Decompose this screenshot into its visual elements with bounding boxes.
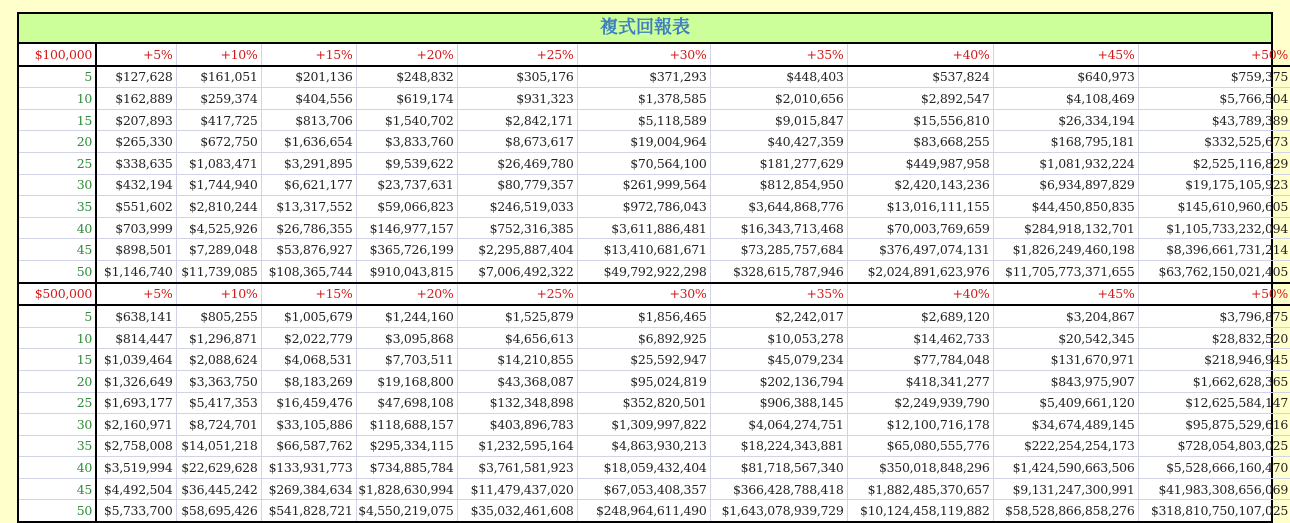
value-cell[interactable]: $8,183,269 bbox=[261, 370, 356, 392]
value-cell[interactable]: $537,824 bbox=[847, 66, 993, 88]
year-cell[interactable]: 45 bbox=[19, 478, 96, 500]
value-cell[interactable]: $168,795,181 bbox=[993, 131, 1138, 153]
value-cell[interactable]: $18,059,432,404 bbox=[577, 457, 710, 479]
value-cell[interactable]: $73,285,757,684 bbox=[710, 239, 847, 261]
value-cell[interactable]: $328,615,787,946 bbox=[710, 260, 847, 282]
value-cell[interactable]: $9,131,247,300,991 bbox=[993, 478, 1138, 500]
value-cell[interactable]: $432,194 bbox=[96, 174, 176, 196]
value-cell[interactable]: $4,108,469 bbox=[993, 88, 1138, 110]
value-cell[interactable]: $7,289,048 bbox=[176, 239, 261, 261]
value-cell[interactable]: $18,224,343,881 bbox=[710, 435, 847, 457]
value-cell[interactable]: $2,295,887,404 bbox=[457, 239, 577, 261]
value-cell[interactable]: $81,718,567,340 bbox=[710, 457, 847, 479]
value-cell[interactable]: $14,210,855 bbox=[457, 349, 577, 371]
value-cell[interactable]: $10,053,278 bbox=[710, 327, 847, 349]
value-cell[interactable]: $58,695,426 bbox=[176, 500, 261, 521]
value-cell[interactable]: $672,750 bbox=[176, 131, 261, 153]
value-cell[interactable]: $5,766,504 bbox=[1138, 88, 1290, 110]
value-cell[interactable]: $47,698,108 bbox=[356, 392, 457, 414]
value-cell[interactable]: $202,136,794 bbox=[710, 370, 847, 392]
value-cell[interactable]: $619,174 bbox=[356, 88, 457, 110]
year-cell[interactable]: 30 bbox=[19, 174, 96, 196]
year-cell[interactable]: 20 bbox=[19, 131, 96, 153]
value-cell[interactable]: $1,083,471 bbox=[176, 152, 261, 174]
value-cell[interactable]: $2,242,017 bbox=[710, 305, 847, 327]
value-cell[interactable]: $26,334,194 bbox=[993, 109, 1138, 131]
value-cell[interactable]: $295,334,115 bbox=[356, 435, 457, 457]
value-cell[interactable]: $3,363,750 bbox=[176, 370, 261, 392]
year-cell[interactable]: 25 bbox=[19, 152, 96, 174]
rate-header-cell[interactable]: +30% bbox=[577, 283, 710, 306]
sheet-title: 複式回報表 bbox=[19, 14, 1271, 44]
value-cell[interactable]: $222,254,254,173 bbox=[993, 435, 1138, 457]
table-row bbox=[19, 414, 1290, 436]
value-cell[interactable]: $3,644,868,776 bbox=[710, 196, 847, 218]
value-cell[interactable]: $3,796,875 bbox=[1138, 305, 1290, 327]
table-row bbox=[19, 305, 1290, 327]
value-cell[interactable]: $25,592,947 bbox=[577, 349, 710, 371]
table-row bbox=[19, 349, 1290, 371]
value-cell[interactable]: $80,779,357 bbox=[457, 174, 577, 196]
value-cell[interactable]: $8,673,617 bbox=[457, 131, 577, 153]
value-cell[interactable]: $814,447 bbox=[96, 327, 176, 349]
value-cell[interactable]: $36,445,242 bbox=[176, 478, 261, 500]
table-row bbox=[19, 260, 1290, 282]
value-cell[interactable]: $1,309,997,822 bbox=[577, 414, 710, 436]
value-cell[interactable]: $11,479,437,020 bbox=[457, 478, 577, 500]
value-cell[interactable]: $404,556 bbox=[261, 88, 356, 110]
value-cell[interactable]: $1,828,630,994 bbox=[356, 478, 457, 500]
rate-header-cell[interactable]: +15% bbox=[261, 283, 356, 306]
value-cell[interactable]: $28,832,520 bbox=[1138, 327, 1290, 349]
value-cell[interactable]: $248,832 bbox=[356, 66, 457, 88]
value-cell[interactable]: $70,564,100 bbox=[577, 152, 710, 174]
value-cell[interactable]: $3,204,867 bbox=[993, 305, 1138, 327]
table-row bbox=[19, 327, 1290, 349]
value-cell[interactable]: $2,525,116,829 bbox=[1138, 152, 1290, 174]
table-row bbox=[19, 457, 1290, 479]
value-cell[interactable]: $418,341,277 bbox=[847, 370, 993, 392]
rate-header-cell[interactable]: +45% bbox=[993, 44, 1138, 66]
rate-header-row bbox=[19, 44, 1290, 66]
value-cell[interactable]: $4,656,613 bbox=[457, 327, 577, 349]
value-cell[interactable]: $1,882,485,370,657 bbox=[847, 478, 993, 500]
value-cell[interactable]: $35,032,461,608 bbox=[457, 500, 577, 521]
value-cell[interactable]: $318,810,750,107,025 bbox=[1150, 503, 1288, 519]
value-cell[interactable]: $13,410,681,671 bbox=[577, 239, 710, 261]
year-cell[interactable]: 20 bbox=[19, 370, 96, 392]
value-cell[interactable]: $2,758,008 bbox=[96, 435, 176, 457]
value-cell[interactable]: $33,105,886 bbox=[261, 414, 356, 436]
table-row bbox=[19, 109, 1290, 131]
year-cell[interactable]: 10 bbox=[19, 327, 96, 349]
value-cell[interactable]: $181,277,629 bbox=[710, 152, 847, 174]
value-cell[interactable]: $3,833,760 bbox=[356, 131, 457, 153]
value-cell[interactable]: $201,136 bbox=[261, 66, 356, 88]
table-row bbox=[19, 196, 1290, 218]
value-cell[interactable]: $95,024,819 bbox=[577, 370, 710, 392]
value-cell[interactable]: $1,643,078,939,729 bbox=[710, 500, 847, 521]
value-cell[interactable]: $448,403 bbox=[710, 66, 847, 88]
table-row bbox=[19, 217, 1290, 239]
rate-header-cell[interactable]: +10% bbox=[176, 44, 261, 66]
value-cell[interactable]: $1,232,595,164 bbox=[457, 435, 577, 457]
value-cell[interactable]: $77,784,048 bbox=[847, 349, 993, 371]
value-cell[interactable]: $8,724,701 bbox=[176, 414, 261, 436]
value-cell[interactable]: $2,810,244 bbox=[176, 196, 261, 218]
value-cell[interactable]: $1,039,464 bbox=[96, 349, 176, 371]
year-cell[interactable]: 30 bbox=[19, 414, 96, 436]
value-cell[interactable]: $16,343,713,468 bbox=[710, 217, 847, 239]
value-cell[interactable]: $812,854,950 bbox=[710, 174, 847, 196]
value-cell[interactable]: $45,079,234 bbox=[710, 349, 847, 371]
rate-header-cell[interactable]: +45% bbox=[993, 283, 1138, 306]
value-cell[interactable]: $63,762,150,021,405 bbox=[1138, 260, 1290, 282]
value-cell[interactable]: $70,003,769,659 bbox=[847, 217, 993, 239]
year-cell[interactable]: 45 bbox=[19, 239, 96, 261]
rate-header-cell[interactable]: +20% bbox=[356, 283, 457, 306]
value-cell[interactable]: $3,519,994 bbox=[96, 457, 176, 479]
value-cell[interactable]: $4,525,926 bbox=[176, 217, 261, 239]
value-cell[interactable]: $133,931,773 bbox=[261, 457, 356, 479]
value-cell[interactable]: $13,317,552 bbox=[261, 196, 356, 218]
value-cell[interactable]: $638,141 bbox=[96, 305, 176, 327]
value-cell[interactable]: $931,323 bbox=[457, 88, 577, 110]
year-cell[interactable]: 35 bbox=[19, 196, 96, 218]
value-cell[interactable]: $58,528,866,858,276 bbox=[993, 500, 1138, 521]
principal-cell[interactable]: $100,000 bbox=[19, 44, 96, 66]
rate-header-cell[interactable]: +50% bbox=[1138, 44, 1290, 66]
value-cell[interactable]: $805,255 bbox=[176, 305, 261, 327]
value-cell[interactable]: $19,168,800 bbox=[356, 370, 457, 392]
value-cell[interactable]: $2,088,624 bbox=[176, 349, 261, 371]
value-cell[interactable]: $972,786,043 bbox=[577, 196, 710, 218]
value-cell[interactable]: $2,842,171 bbox=[457, 109, 577, 131]
value-cell[interactable]: $131,670,971 bbox=[993, 349, 1138, 371]
value-cell[interactable]: $23,737,631 bbox=[356, 174, 457, 196]
value-cell[interactable]: $6,621,177 bbox=[261, 174, 356, 196]
table-row bbox=[19, 435, 1290, 457]
value-cell[interactable]: $1,005,679 bbox=[261, 305, 356, 327]
value-cell[interactable]: $1,856,465 bbox=[577, 305, 710, 327]
value-cell[interactable]: $365,726,199 bbox=[356, 239, 457, 261]
value-cell[interactable]: $2,892,547 bbox=[847, 88, 993, 110]
value-cell[interactable]: $265,330 bbox=[96, 131, 176, 153]
value-cell[interactable]: $1,662,628,365 bbox=[1138, 370, 1290, 392]
rate-header-cell[interactable]: +50% bbox=[1138, 283, 1290, 306]
value-cell[interactable]: $1,326,649 bbox=[96, 370, 176, 392]
year-cell[interactable]: 35 bbox=[19, 435, 96, 457]
value-cell[interactable]: $3,761,581,923 bbox=[457, 457, 577, 479]
value-cell[interactable]: $9,015,847 bbox=[710, 109, 847, 131]
table-row bbox=[19, 370, 1290, 392]
value-cell[interactable]: $1,424,590,663,506 bbox=[993, 457, 1138, 479]
value-cell[interactable]: $403,896,783 bbox=[457, 414, 577, 436]
rate-header-cell[interactable]: +5% bbox=[96, 44, 176, 66]
value-cell[interactable]: $376,497,074,131 bbox=[847, 239, 993, 261]
value-cell[interactable]: $813,706 bbox=[261, 109, 356, 131]
value-cell[interactable]: $3,291,895 bbox=[261, 152, 356, 174]
return-table bbox=[19, 44, 1290, 521]
rate-header-cell[interactable]: +30% bbox=[577, 44, 710, 66]
table-row bbox=[19, 152, 1290, 174]
value-cell[interactable]: $305,176 bbox=[457, 66, 577, 88]
year-cell[interactable]: 5 bbox=[19, 305, 96, 327]
rate-header-cell[interactable]: +25% bbox=[457, 44, 577, 66]
value-cell[interactable]: $338,635 bbox=[96, 152, 176, 174]
value-cell[interactable]: $95,875,529,616 bbox=[1138, 414, 1290, 436]
value-cell[interactable]: $259,374 bbox=[176, 88, 261, 110]
value-cell[interactable]: $44,450,850,835 bbox=[993, 196, 1138, 218]
table-row bbox=[19, 88, 1290, 110]
value-cell[interactable]: $14,051,218 bbox=[176, 435, 261, 457]
value-cell[interactable]: $145,610,960,605 bbox=[1138, 196, 1290, 218]
value-cell[interactable]: $352,820,501 bbox=[577, 392, 710, 414]
value-cell[interactable]: $4,550,219,075 bbox=[356, 500, 457, 521]
value-cell[interactable]: $2,689,120 bbox=[847, 305, 993, 327]
table-row bbox=[19, 392, 1290, 414]
principal-cell[interactable]: $500,000 bbox=[19, 283, 96, 306]
rate-header-cell[interactable]: +35% bbox=[710, 283, 847, 306]
value-cell[interactable]: $108,365,744 bbox=[261, 260, 356, 282]
value-cell[interactable]: $22,629,628 bbox=[176, 457, 261, 479]
value-cell[interactable]: $2,010,656 bbox=[710, 88, 847, 110]
value-cell[interactable]: $640,973 bbox=[993, 66, 1138, 88]
value-cell[interactable]: $752,316,385 bbox=[457, 217, 577, 239]
value-cell[interactable]: $14,462,733 bbox=[847, 327, 993, 349]
value-cell[interactable]: $127,628 bbox=[96, 66, 176, 88]
rate-header-cell[interactable]: +20% bbox=[356, 44, 457, 66]
value-cell[interactable]: $2,160,971 bbox=[96, 414, 176, 436]
value-cell[interactable]: $261,999,564 bbox=[577, 174, 710, 196]
value-cell[interactable]: $162,889 bbox=[96, 88, 176, 110]
value-cell[interactable]: $11,739,085 bbox=[176, 260, 261, 282]
year-cell[interactable]: 5 bbox=[19, 66, 96, 88]
rate-header-cell[interactable]: +35% bbox=[710, 44, 847, 66]
value-cell[interactable]: $40,427,359 bbox=[710, 131, 847, 153]
value-cell[interactable]: $366,428,788,418 bbox=[710, 478, 847, 500]
value-cell[interactable]: $146,977,157 bbox=[356, 217, 457, 239]
value-cell[interactable]: $16,459,476 bbox=[261, 392, 356, 414]
value-cell[interactable]: $132,348,898 bbox=[457, 392, 577, 414]
value-cell[interactable]: $15,556,810 bbox=[847, 109, 993, 131]
value-cell[interactable]: $49,792,922,298 bbox=[577, 260, 710, 282]
rate-header-cell[interactable]: +15% bbox=[261, 44, 356, 66]
value-cell[interactable]: $12,625,584,147 bbox=[1138, 392, 1290, 414]
rate-header-cell[interactable]: +40% bbox=[847, 283, 993, 306]
value-cell[interactable]: $843,975,907 bbox=[993, 370, 1138, 392]
value-cell[interactable]: $7,703,511 bbox=[356, 349, 457, 371]
year-cell[interactable]: 50 bbox=[19, 500, 96, 521]
value-cell[interactable]: $1,081,932,224 bbox=[993, 152, 1138, 174]
value-cell[interactable]: $118,688,157 bbox=[356, 414, 457, 436]
value-cell[interactable]: $417,725 bbox=[176, 109, 261, 131]
value-cell[interactable]: $332,525,673 bbox=[1138, 131, 1290, 153]
value-cell[interactable]: $1,244,160 bbox=[356, 305, 457, 327]
value-cell[interactable]: $728,054,803,025 bbox=[1138, 435, 1290, 457]
year-cell[interactable]: 15 bbox=[19, 349, 96, 371]
value-cell[interactable]: $248,964,611,490 bbox=[577, 500, 710, 521]
year-cell[interactable]: 10 bbox=[19, 88, 96, 110]
value-cell[interactable]: $449,987,958 bbox=[847, 152, 993, 174]
value-cell[interactable]: $284,918,132,701 bbox=[993, 217, 1138, 239]
value-cell[interactable]: $5,118,589 bbox=[577, 109, 710, 131]
value-cell[interactable]: $5,409,661,120 bbox=[993, 392, 1138, 414]
value-cell[interactable]: $246,519,033 bbox=[457, 196, 577, 218]
value-cell[interactable]: $734,885,784 bbox=[356, 457, 457, 479]
value-cell[interactable]: $1,636,654 bbox=[261, 131, 356, 153]
value-cell[interactable]: $43,368,087 bbox=[457, 370, 577, 392]
value-cell[interactable]: $67,053,408,357 bbox=[577, 478, 710, 500]
value-cell[interactable]: $43,789,389 bbox=[1138, 109, 1290, 131]
value-cell[interactable]: $11,705,773,371,655 bbox=[993, 260, 1138, 282]
value-cell[interactable]: $218,946,945 bbox=[1138, 349, 1290, 371]
value-cell[interactable]: $34,674,489,145 bbox=[993, 414, 1138, 436]
value-cell[interactable]: $3,611,886,481 bbox=[577, 217, 710, 239]
table-row bbox=[19, 66, 1290, 88]
value-cell[interactable]: $10,124,458,119,882 bbox=[847, 500, 993, 521]
value-cell[interactable]: $2,022,779 bbox=[261, 327, 356, 349]
value-cell[interactable]: $4,492,504 bbox=[96, 478, 176, 500]
value-cell[interactable]: $83,668,255 bbox=[847, 131, 993, 153]
value-cell[interactable]: $1,296,871 bbox=[176, 327, 261, 349]
value-cell[interactable]: $19,004,964 bbox=[577, 131, 710, 153]
value-cell[interactable]: $26,469,780 bbox=[457, 152, 577, 174]
value-cell[interactable]: $1,693,177 bbox=[96, 392, 176, 414]
value-cell[interactable]: $20,542,345 bbox=[993, 327, 1138, 349]
value-cell[interactable]: $7,006,492,322 bbox=[457, 260, 577, 282]
value-cell[interactable]: $2,420,143,236 bbox=[847, 174, 993, 196]
value-cell[interactable]: $5,528,666,160,470 bbox=[1138, 457, 1290, 479]
value-cell[interactable]: $350,018,848,296 bbox=[847, 457, 993, 479]
compound-return-sheet bbox=[17, 12, 1288, 523]
value-cell[interactable]: $4,068,531 bbox=[261, 349, 356, 371]
value-cell[interactable]: $541,828,721 bbox=[261, 500, 356, 521]
value-cell[interactable]: $1,525,879 bbox=[457, 305, 577, 327]
value-cell[interactable]: $898,501 bbox=[96, 239, 176, 261]
table-row bbox=[19, 500, 1290, 521]
rate-header-cell[interactable]: +40% bbox=[847, 44, 993, 66]
table-row bbox=[19, 478, 1290, 500]
value-cell[interactable]: $3,095,868 bbox=[356, 327, 457, 349]
rate-header-cell[interactable]: +10% bbox=[176, 283, 261, 306]
value-cell[interactable]: $6,934,897,829 bbox=[993, 174, 1138, 196]
table-row bbox=[19, 131, 1290, 153]
value-cell[interactable]: $703,999 bbox=[96, 217, 176, 239]
year-cell[interactable]: 25 bbox=[19, 392, 96, 414]
year-cell[interactable]: 50 bbox=[19, 260, 96, 282]
value-cell[interactable]: $906,388,145 bbox=[710, 392, 847, 414]
value-cell[interactable]: $26,786,355 bbox=[261, 217, 356, 239]
value-cell[interactable]: $6,892,925 bbox=[577, 327, 710, 349]
value-cell[interactable]: $4,064,274,751 bbox=[710, 414, 847, 436]
value-cell[interactable]: $65,080,555,776 bbox=[847, 435, 993, 457]
value-cell[interactable]: $19,175,105,923 bbox=[1138, 174, 1290, 196]
year-cell[interactable]: 40 bbox=[19, 457, 96, 479]
value-cell[interactable]: $5,733,700 bbox=[96, 500, 176, 521]
value-cell[interactable]: $1,146,740 bbox=[96, 260, 176, 282]
value-cell[interactable]: $1,105,733,232,094 bbox=[1138, 217, 1290, 239]
value-cell[interactable]: $371,293 bbox=[577, 66, 710, 88]
year-cell[interactable]: 15 bbox=[19, 109, 96, 131]
value-cell[interactable]: $2,249,939,790 bbox=[847, 392, 993, 414]
value-cell[interactable]: $551,602 bbox=[96, 196, 176, 218]
value-cell[interactable]: $1,744,940 bbox=[176, 174, 261, 196]
rate-header-cell[interactable]: +25% bbox=[457, 283, 577, 306]
table-row bbox=[19, 239, 1290, 261]
value-cell[interactable]: $910,043,815 bbox=[356, 260, 457, 282]
value-cell[interactable]: $41,983,308,656,069 bbox=[1138, 478, 1290, 500]
year-cell[interactable]: 40 bbox=[19, 217, 96, 239]
value-cell[interactable]: $161,051 bbox=[176, 66, 261, 88]
value-cell[interactable]: $59,066,823 bbox=[356, 196, 457, 218]
value-cell[interactable]: $12,100,716,178 bbox=[847, 414, 993, 436]
value-cell[interactable]: $759,375 bbox=[1138, 66, 1290, 88]
value-cell[interactable]: $53,876,927 bbox=[261, 239, 356, 261]
value-cell[interactable]: $1,378,585 bbox=[577, 88, 710, 110]
value-cell[interactable]: $9,539,622 bbox=[356, 152, 457, 174]
value-cell[interactable]: $66,587,762 bbox=[261, 435, 356, 457]
value-cell[interactable]: $1,540,702 bbox=[356, 109, 457, 131]
value-cell[interactable]: $1,826,249,460,198 bbox=[993, 239, 1138, 261]
table-row bbox=[19, 174, 1290, 196]
value-cell[interactable]: $269,384,634 bbox=[261, 478, 356, 500]
rate-header-row bbox=[19, 283, 1290, 306]
value-cell[interactable]: $8,396,661,731,214 bbox=[1138, 239, 1290, 261]
value-cell[interactable]: $2,024,891,623,976 bbox=[847, 260, 993, 282]
rate-header-cell[interactable]: +5% bbox=[96, 283, 176, 306]
value-cell[interactable]: $13,016,111,155 bbox=[847, 196, 993, 218]
value-cell[interactable]: $207,893 bbox=[96, 109, 176, 131]
value-cell[interactable]: $5,417,353 bbox=[176, 392, 261, 414]
value-cell[interactable]: $4,863,930,213 bbox=[577, 435, 710, 457]
